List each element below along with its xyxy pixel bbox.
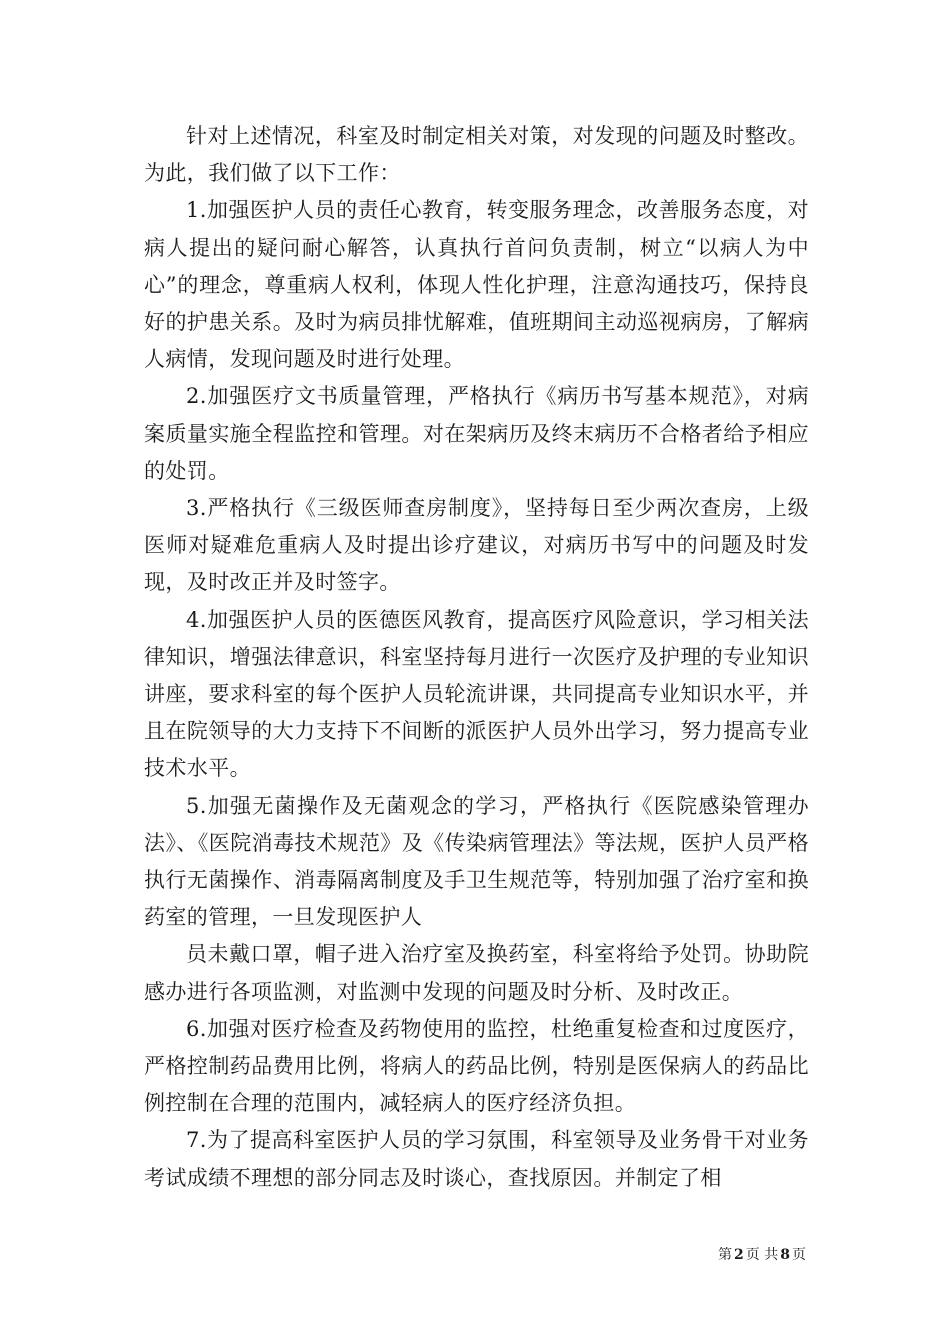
paragraph-item-6: 6.加强对医疗检查及药物使用的监控，杜绝重复检查和过度医疗，严格控制药品费用比例，将病人的药品比例，特别是医保病人的药品比例控制在合理的范围内，减轻病人的医疗经济负担。 (144, 1016, 809, 1116)
footer-suffix: 页 (792, 1247, 806, 1263)
paragraph-item-7: 7.为了提高科室医护人员的学习氛围，科室领导及业务骨干对业务考试成绩不理想的部分同志及时谈心，查找原因。并制定了相 (144, 1128, 809, 1190)
paragraph-item-1: 1.加强医护人员的责任心教育，转变服务理念，改善服务态度，对病人提出的疑问耐心解答，认真执行首问负责制，树立“以病人为中心”的理念，尊重病人权利，体现人性化护理，注意沟通技巧，保持良好的护患关系。及时为病员排忧解难，值班期间主动巡视病房，了解病人病情，发现问题及时进行处理。 (144, 198, 809, 372)
footer-middle: 页 共 (745, 1247, 779, 1263)
footer-prefix: 第 (718, 1247, 733, 1263)
paragraph-item-5-continued: 员未戴口罩，帽子进入治疗室及换药室，科室将给予处罚。协助院感办进行各项监测，对监测中发现的问题及时分析、及时改正。 (144, 942, 809, 1004)
paragraph-item-3: 3.严格执行《三级医师查房制度》，坚持每日至少两次查房，上级医师对疑难危重病人及时提出诊疗建议，对病历书写中的问题及时发现，及时改正并及时签字。 (144, 496, 809, 595)
total-page-number: 8 (780, 1247, 790, 1263)
current-page-number: 2 (734, 1247, 744, 1263)
document-body (144, 118, 809, 1197)
paragraph-item-2: 2.加强医疗文书质量管理，严格执行《病历书写基本规范》，对病案质量实施全程监控和管理。对在架病历及终末病历不合格者给予相应的处罚。 (144, 384, 809, 483)
paragraph-item-4: 4.加强医护人员的医德医风教育，提高医疗风险意识，学习相关法律知识，增强法律意识，科室坚持每月进行一次医疗及护理的专业知识讲座，要求科室的每个医护人员轮流讲课，共同提高专业知识水平，并且在院领导的大力支持下不间断的派医护人员外出学习，努力提高专业技术水平。 (144, 607, 809, 781)
paragraph-intro: 针对上述情况，科室及时制定相关对策，对发现的问题及时整改。为此，我们做了以下工作： (144, 124, 809, 186)
page-number-footer (718, 1246, 806, 1264)
paragraph-item-5: 5.加强无菌操作及无菌观念的学习，严格执行《医院感染管理办法》、《医院消毒技术规范》及《传染病管理法》等法规，医护人员严格执行无菌操作、消毒隔离制度及手卫生规范等，特别加强了治疗室和换药室的管理，一旦发现医护人 (144, 793, 809, 930)
